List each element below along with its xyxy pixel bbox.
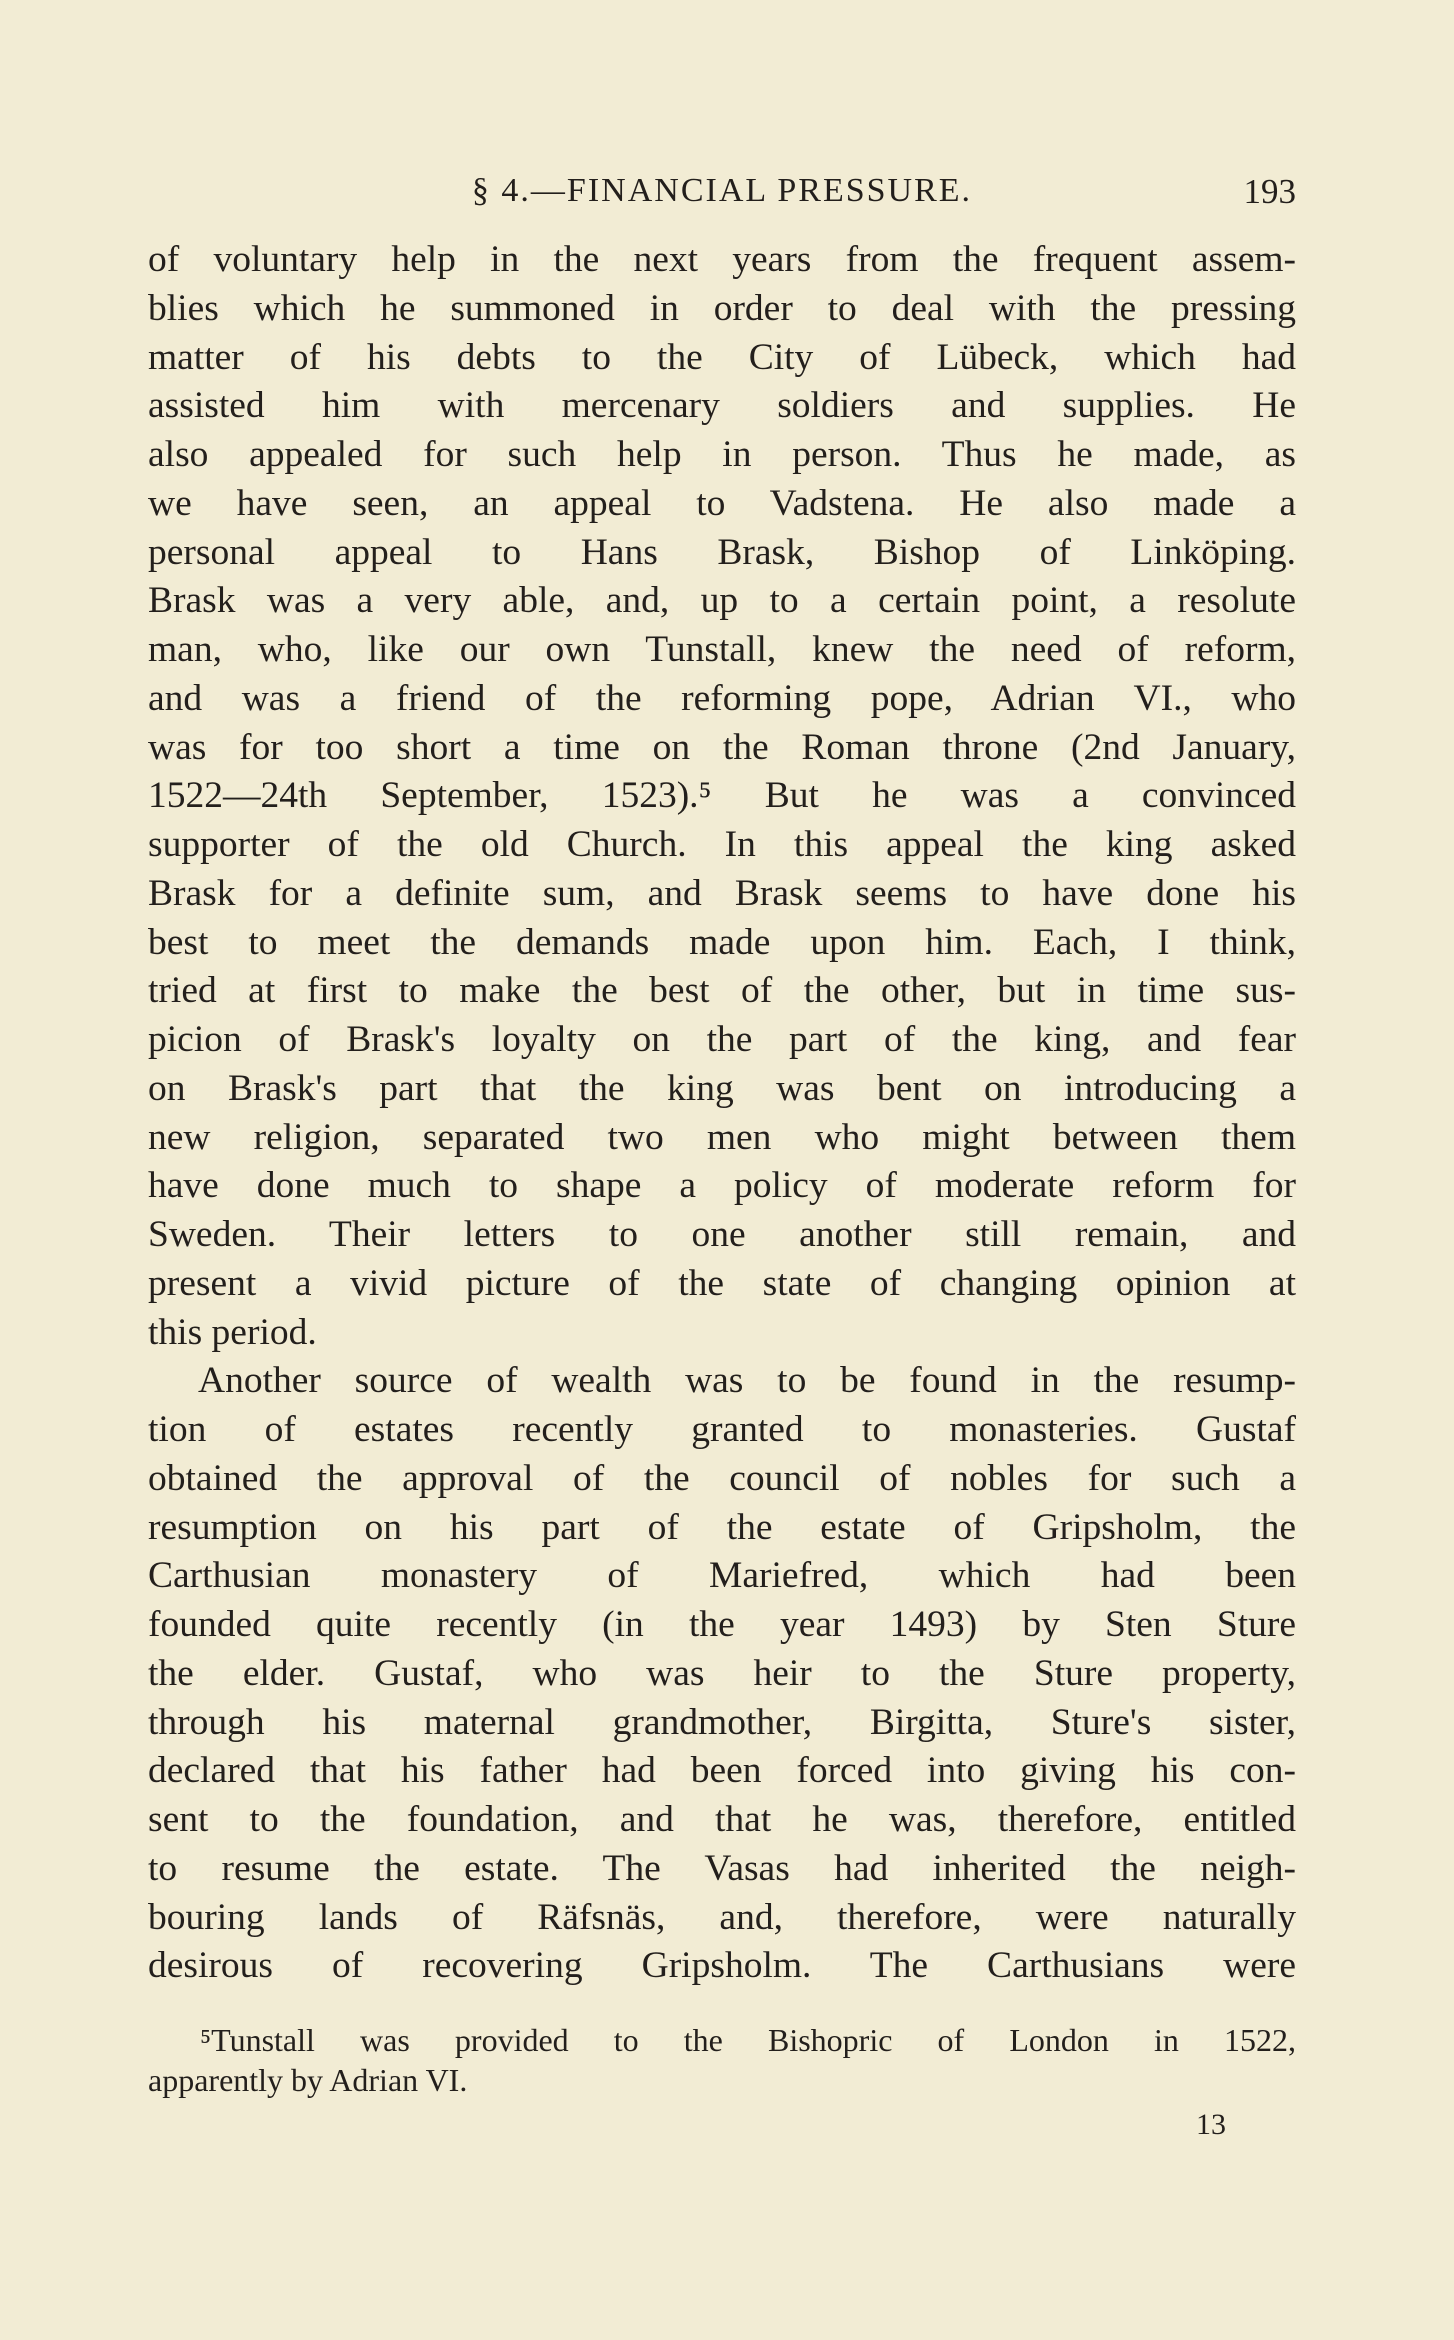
text-line: best to meet the demands made upon him. Each, I think, [148,921,1296,963]
text-line: we have seen, an appeal to Vadstena. He also made a [148,482,1296,524]
text-line: sent to the foundation, and that he was, therefore, entitled [148,1799,1296,1840]
text-line: assisted him with mercenary soldiers and supplies. He [148,385,1296,427]
footnote-line: ⁵Tunstall was provided to the Bishopric of London in 1522, [200,2022,1296,2058]
text-line: Carthusian monastery of Mariefred, which had been [148,1555,1296,1597]
text-line: obtained the approval of the council of nobles for such a [148,1457,1296,1499]
paragraph [148,236,1296,1357]
text-line: new religion, separated two men who might between them [148,1116,1296,1158]
text-line: resumption on his part of the estate of Gripsholm, the [148,1506,1296,1548]
text-line: also appealed for such help in person. Thus he made, as [148,434,1296,475]
text-line: present a vivid picture of the state of changing opinion at [148,1262,1296,1304]
text-line: Another source of wealth was to be found in the resump- [198,1360,1296,1402]
text-line: tion of estates recently granted to monasteries. Gustaf [148,1409,1296,1450]
text-line: bouring lands of Räfsnäs, and, therefore, were naturally [148,1896,1296,1938]
text-line: picion of Brask's loyalty on the part of the king, and fear [148,1019,1296,1060]
text-line: personal appeal to Hans Brask, Bishop of Linköping. [148,531,1296,573]
text-line: supporter of the old Church. In this appeal the king asked [148,824,1296,865]
signature-mark: 13 [1196,2108,1226,2141]
text-line: have done much to shape a policy of moderate reform for [148,1165,1296,1207]
paragraph [148,1357,1296,1991]
text-line: man, who, like our own Tunstall, knew the need of reform, [148,629,1296,670]
text-line: Sweden. Their letters to one another still remain, and [148,1214,1296,1255]
text-line: 1522—24th September, 1523).⁵ But he was a convinced [148,775,1296,817]
text-line: through his maternal grandmother, Birgitta, Sture's sister, [148,1701,1296,1743]
text-line: desirous of recovering Gripsholm. The Carthusians were [148,1945,1296,1987]
text-line: this period. [148,1311,317,1353]
text-line: founded quite recently (in the year 1493) by Sten Sture [148,1604,1296,1645]
text-line: of voluntary help in the next years from the frequent assem- [148,239,1296,280]
page-number: 193 [1243,172,1296,211]
footnote-line: apparently by Adrian VI. [148,2062,468,2098]
text-line: and was a friend of the reforming pope, Adrian VI., who [148,677,1296,719]
body-text [148,236,1296,1991]
text-line: matter of his debts to the City of Lübeck, which had [148,336,1296,378]
page-header [148,168,1296,214]
running-head: § 4.—FINANCIAL PRESSURE. [471,172,973,209]
text-line: was for too short a time on the Roman throne (2nd January, [148,726,1296,768]
text-line: blies which he summoned in order to deal with the pressing [148,287,1296,329]
text-line: Brask for a definite sum, and Brask seems to have done his [148,872,1296,914]
text-line: tried at first to make the best of the other, but in time sus- [148,970,1296,1012]
footnote [148,2020,1296,2100]
text-line: Brask was a very able, and, up to a certain point, a resolute [148,580,1296,622]
text-line: to resume the estate. The Vasas had inherited the neigh- [148,1847,1296,1889]
text-line: the elder. Gustaf, who was heir to the Sture property, [148,1652,1296,1694]
text-line: on Brask's part that the king was bent on introducing a [148,1067,1296,1109]
text-line: declared that his father had been forced into giving his con- [148,1750,1296,1792]
